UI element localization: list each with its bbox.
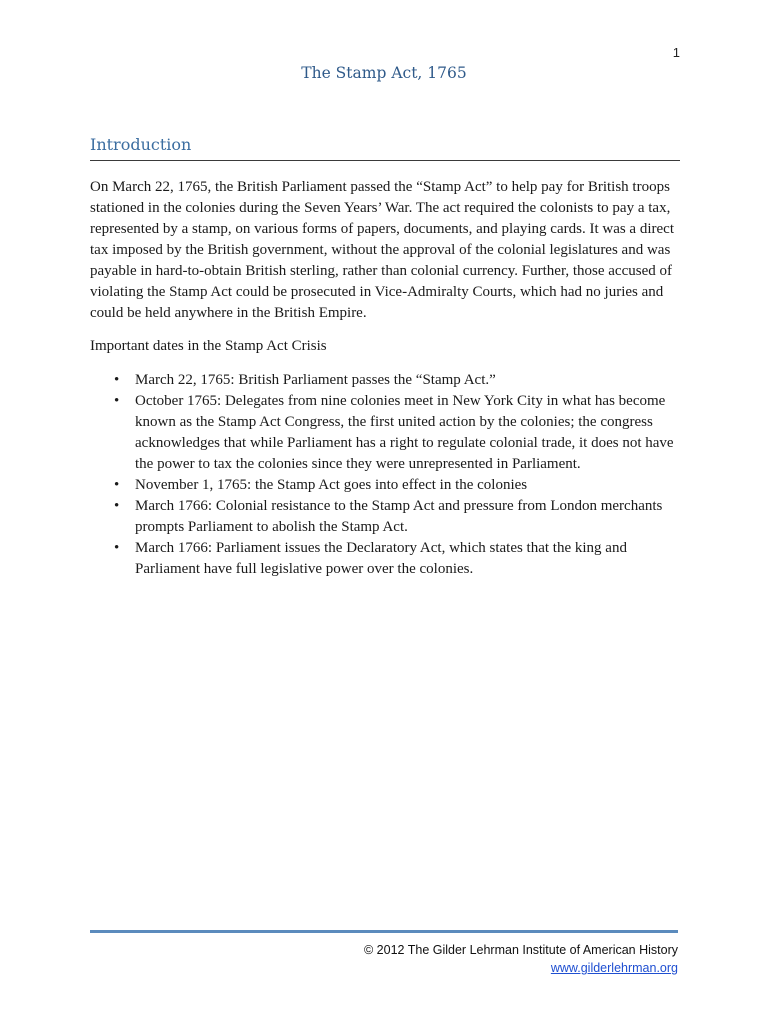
list-item bbox=[90, 538, 682, 580]
document-title: The Stamp Act, 1765 bbox=[301, 64, 467, 82]
website-link[interactable]: www.gilderlehrman.org bbox=[550, 961, 678, 975]
bullet-icon: • bbox=[114, 477, 120, 493]
bullet-icon: • bbox=[114, 498, 120, 514]
section-heading-introduction: Introduction bbox=[90, 135, 192, 154]
list-item-text: November 1, 1765: the Stamp Act goes into effect in the colonies bbox=[135, 477, 528, 493]
list-item bbox=[90, 475, 682, 496]
footer-divider bbox=[90, 930, 678, 933]
bullet-icon: • bbox=[114, 540, 120, 556]
list-item bbox=[90, 496, 682, 538]
page-number: 1 bbox=[672, 45, 680, 60]
section-divider bbox=[90, 160, 680, 161]
list-item-text: March 1766: Colonial resistance to the Stamp Act and pressure from London merchants prompts Parliament to abolish the Stamp Act. bbox=[135, 498, 663, 535]
list-item bbox=[90, 370, 682, 391]
footer-link-container bbox=[90, 961, 678, 975]
list-item-text: October 1765: Delegates from nine colonies meet in New York City in what has become known as the Stamp Act Congress, the first united action by the colonies; the congress acknowledges that while Parliament has a right to regulate colonial trade, it does not have the power to tax the colonies since they were unrepresented in Parliament. bbox=[135, 393, 674, 472]
intro-paragraph: On March 22, 1765, the British Parliament passed the “Stamp Act” to help pay for British troops stationed in the colonies during the Seven Years’ War. The act required the colonists to pay a tax, represented by a stamp, on various forms of papers, documents, and playing cards. It was a direct tax imposed by the British government, without the approval of the colonial legislatures and was payable in hard-to-obtain British sterling, rather than colonial currency. Further, those accused of violating the Stamp Act could be prosecuted in Vice-Admiralty Courts, which had no juries and could be held anywhere in the British Empire. bbox=[90, 179, 674, 321]
list-item-text: March 1766: Parliament issues the Declaratory Act, which states that the king and Parliament have full legislative power over the colonies. bbox=[135, 540, 627, 577]
bullet-icon: • bbox=[114, 372, 120, 388]
list-item-text: March 22, 1765: British Parliament passes the “Stamp Act.” bbox=[135, 372, 496, 388]
footer-copyright: © 2012 The Gilder Lehrman Institute of American History bbox=[364, 943, 678, 957]
dates-list bbox=[90, 370, 682, 580]
bullet-icon: • bbox=[114, 393, 120, 409]
list-item bbox=[90, 391, 682, 475]
dates-heading: Important dates in the Stamp Act Crisis bbox=[90, 338, 327, 354]
